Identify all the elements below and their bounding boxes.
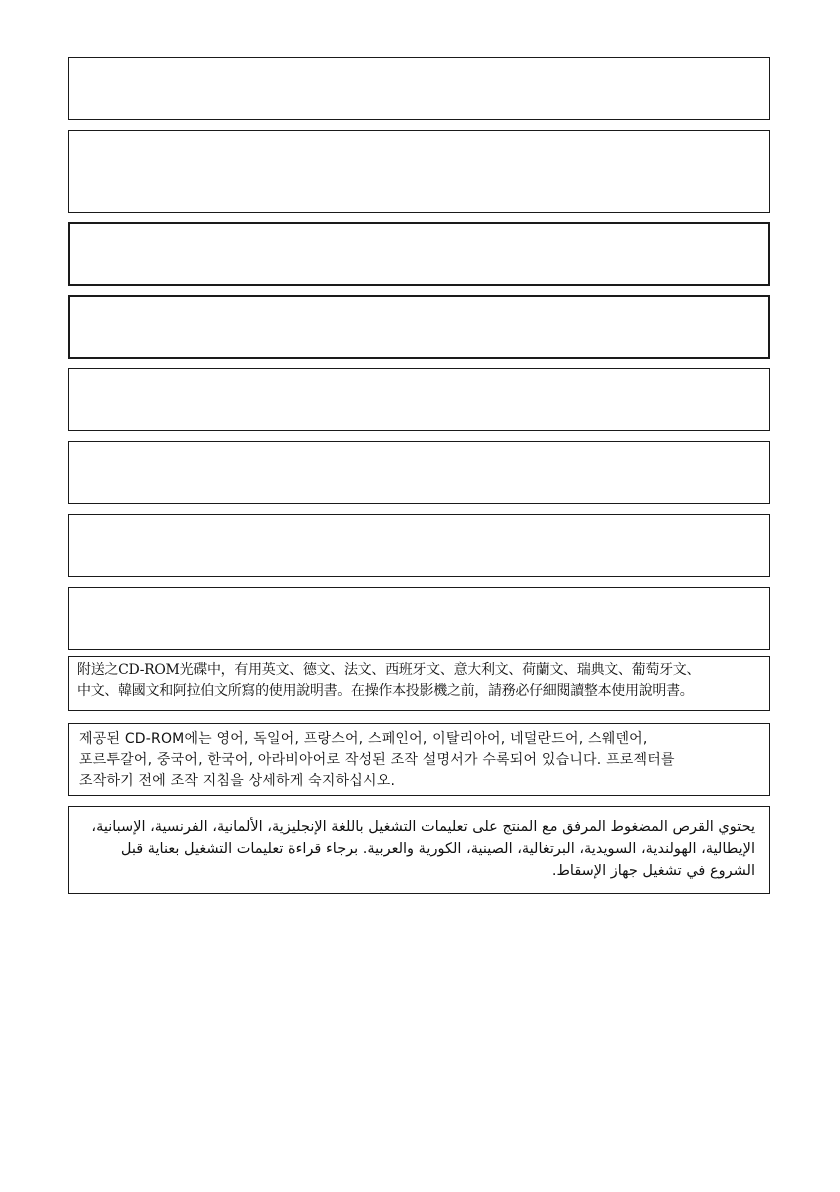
text-box-chinese — [68, 656, 770, 711]
text-box-6 — [68, 441, 770, 504]
korean-instructions: 제공된 CD-ROM에는 영어, 독일어, 프랑스어, 스페인어, 이탈리아어, 네덜란드어, 스웨덴어, 포르투갈어, 중국어, 한국어, 아라비아어로 작성된 조작 설명서가 수록되어 있습니다. 프로젝터를 조작하기 전에 조작 지침을 상세하게 숙지하십시오. — [79, 731, 675, 789]
text-box-8 — [68, 587, 770, 650]
text-box-1 — [68, 57, 770, 120]
text-box-korean — [68, 723, 770, 796]
text-box-4 — [68, 295, 770, 359]
text-box-7-content — [69, 515, 769, 527]
chinese-instructions: 附送之CD-ROM光碟中，有用英文、德文、法文、西班牙文、意大利文、荷蘭文、瑞典文、葡萄牙文、 中文、韓國文和阿拉伯文所寫的使用說明書。在操作本投影機之前，請務必仔細閱讀整本使用說明書。 — [77, 662, 701, 699]
text-box-6-content — [69, 442, 769, 454]
text-box-5-content — [69, 369, 769, 381]
text-box-5 — [68, 368, 770, 431]
text-box-arabic — [68, 806, 770, 894]
text-box-2-content — [69, 131, 769, 143]
text-box-8-content — [69, 588, 769, 600]
text-box-2 — [68, 130, 770, 213]
text-box-1-content — [69, 58, 769, 70]
text-box-4-content — [70, 297, 768, 309]
arabic-instructions: يحتوي القرص المضغوط المرفق مع المنتج على تعليمات التشغيل باللغة الإنجليزية، الألمانية، الفرنسية، الإسبانية، الإيطالية، الهولندية، السويدية، البرتغالية، الصينية، الكورية والعربية. برجاء قراءة تعليمات التشغيل بعناية قبل الشروع في تشغيل جهاز الإسقاط. — [91, 819, 755, 879]
text-box-7 — [68, 514, 770, 577]
text-box-3 — [68, 222, 770, 286]
text-box-3-content — [70, 224, 768, 236]
